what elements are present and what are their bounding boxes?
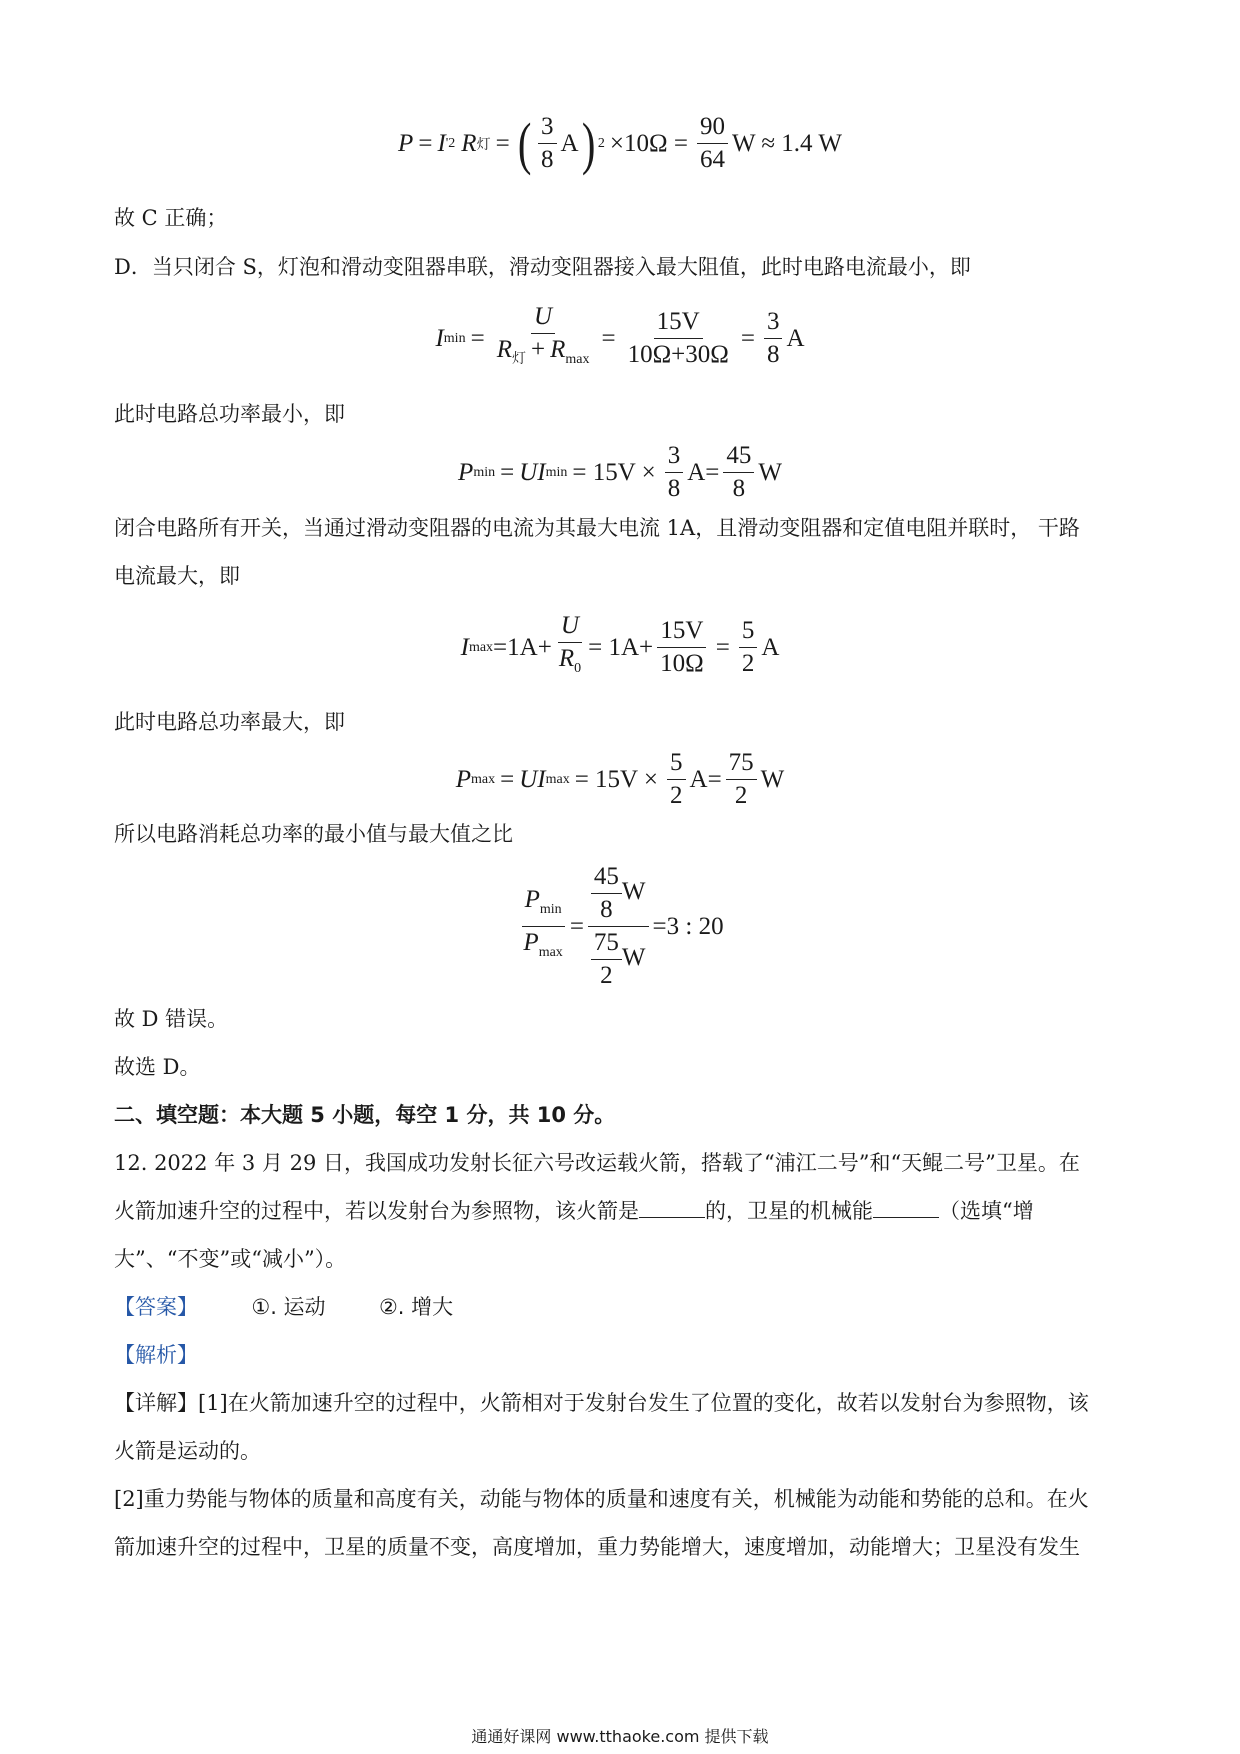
answer-1: ①. 运动 bbox=[251, 1295, 326, 1319]
text-close-all-2: 电流最大，即 bbox=[114, 564, 240, 588]
text-d-intro: D．当只闭合 S，灯泡和滑动变阻器串联，滑动变阻器接入最大阻值，此时电路电流最小，即 bbox=[114, 255, 971, 279]
section-heading: 二、填空题：本大题 5 小题，每空 1 分，共 10 分。 bbox=[114, 1103, 616, 1127]
detail-tag: 【详解】 bbox=[114, 1391, 198, 1415]
text-d-wrong: 故 D 错误。 bbox=[114, 1007, 229, 1031]
subscript-lamp: 灯 bbox=[476, 137, 491, 153]
q12-line-3: 大”、“不变”或“减小”）。 bbox=[114, 1247, 347, 1271]
q12-line-2: 火箭加速升空的过程中，若以发射台为参照物，该火箭是 的，卫星的机械能 （选填“增 bbox=[114, 1199, 1034, 1223]
result-tail: W ≈ 1.4 W bbox=[731, 129, 842, 157]
text-choose-d: 故选 D。 bbox=[114, 1055, 201, 1079]
analysis-tag: 【解析】 bbox=[114, 1343, 198, 1367]
q12-line-1: 12. 2022 年 3 月 29 日，我国成功发射长征六号改运载火箭，搭载了“浦江二号”和“天鲲二号”卫星。在 bbox=[114, 1151, 1080, 1175]
equation-power-lamp: P = I '2 R 灯 = ( $\frac{3}{8}$ A ) 2 ×10Ω = $\frac{90}{64}$ W ≈ 1.4 W bbox=[398, 110, 842, 176]
fraction-3-8: $\frac{3}{8}$ bbox=[764, 307, 783, 370]
equation-p-min: P min = UI min = 15V × $\frac{3}{8}$ A= $\frac{45}{8}$ W bbox=[458, 442, 782, 502]
fraction-3-8: $\frac{3}{8}$ bbox=[538, 112, 557, 175]
fraction-u-over-r-sum: $\frac{U}{R_灯 + R_{max}}$ bbox=[496, 303, 590, 367]
symbol-r: R bbox=[461, 129, 477, 157]
equation-p-max: P max = UI max = 15V × $\frac{5}{2}$ A= $\frac{75}{2}$ W bbox=[455, 749, 785, 809]
unit-a: A bbox=[560, 129, 579, 157]
equation-i-max: I max =1A+ $\frac{U}{R_0}$ = 1A+ $\frac{15V}{10\Omega}$ = $\frac{5}{2}$ A bbox=[460, 612, 780, 677]
text-ratio-intro: 所以电路消耗总功率的最小值与最大值之比 bbox=[114, 822, 513, 846]
text-pmin-intro: 此时电路总功率最小，即 bbox=[114, 402, 345, 426]
fraction-90-64: $\frac{90}{64}$ bbox=[697, 112, 728, 175]
symbol-p: P bbox=[398, 129, 414, 157]
text-c-correct: 故 C 正确； bbox=[114, 206, 228, 230]
times-10-ohm: ×10Ω = bbox=[609, 129, 688, 157]
blank-2 bbox=[873, 1199, 939, 1218]
answer-line bbox=[114, 1292, 1134, 1322]
symbol-i: I bbox=[437, 129, 446, 157]
equation-i-min: I min = $\frac{U}{R_灯 + R_{max}}$ = $\frac{15V}{10\Omega+30\Omega}$ = $\frac{3}{8}$ A bbox=[0, 302, 1240, 375]
detail-line-3: [2]重力势能与物体的质量和高度有关，动能与物体的质量和速度有关，机械能为动能和势能的总和。在火 bbox=[114, 1487, 1089, 1511]
detail-line-4: 箭加速升空的过程中，卫星的质量不变，高度增加，重力势能增大，速度增加，动能增大；卫星没有发生 bbox=[114, 1535, 1080, 1559]
superscript-2: 2 bbox=[597, 135, 605, 151]
equation-ratio: $\frac{P_{min}}{P_{max}}$ = $\frac{45}{8}$ W $\frac{75}{2}$ W =3 : 20 bbox=[523, 863, 724, 989]
answer-2: ②. 增大 bbox=[378, 1295, 454, 1319]
detail-line-2: 火箭是运动的。 bbox=[114, 1439, 261, 1463]
text-close-all-1: 闭合电路所有开关，当通过滑动变阻器的电流为其最大电流 1A，且滑动变阻器和定值电阻并联时， 干路 bbox=[114, 516, 1080, 540]
blank-1 bbox=[639, 1199, 705, 1218]
footer-watermark: 通通好课网 www.tthaoke.com 提供下载 bbox=[471, 1727, 769, 1746]
detail-line-1: 【详解】[1]在火箭加速升空的过程中，火箭相对于发射台发生了位置的变化，故若以发射台为参照物，该 bbox=[114, 1391, 1089, 1415]
analysis-line bbox=[114, 1340, 1134, 1370]
fraction-15v-over-40: $\frac{15V}{10\Omega+30\Omega}$ bbox=[627, 308, 729, 368]
answer-tag: 【答案】 bbox=[114, 1295, 198, 1319]
superscript-prime-2: '2 bbox=[445, 135, 456, 151]
text-pmax-intro: 此时电路总功率最大，即 bbox=[114, 710, 345, 734]
equals-sign: = bbox=[418, 129, 433, 157]
